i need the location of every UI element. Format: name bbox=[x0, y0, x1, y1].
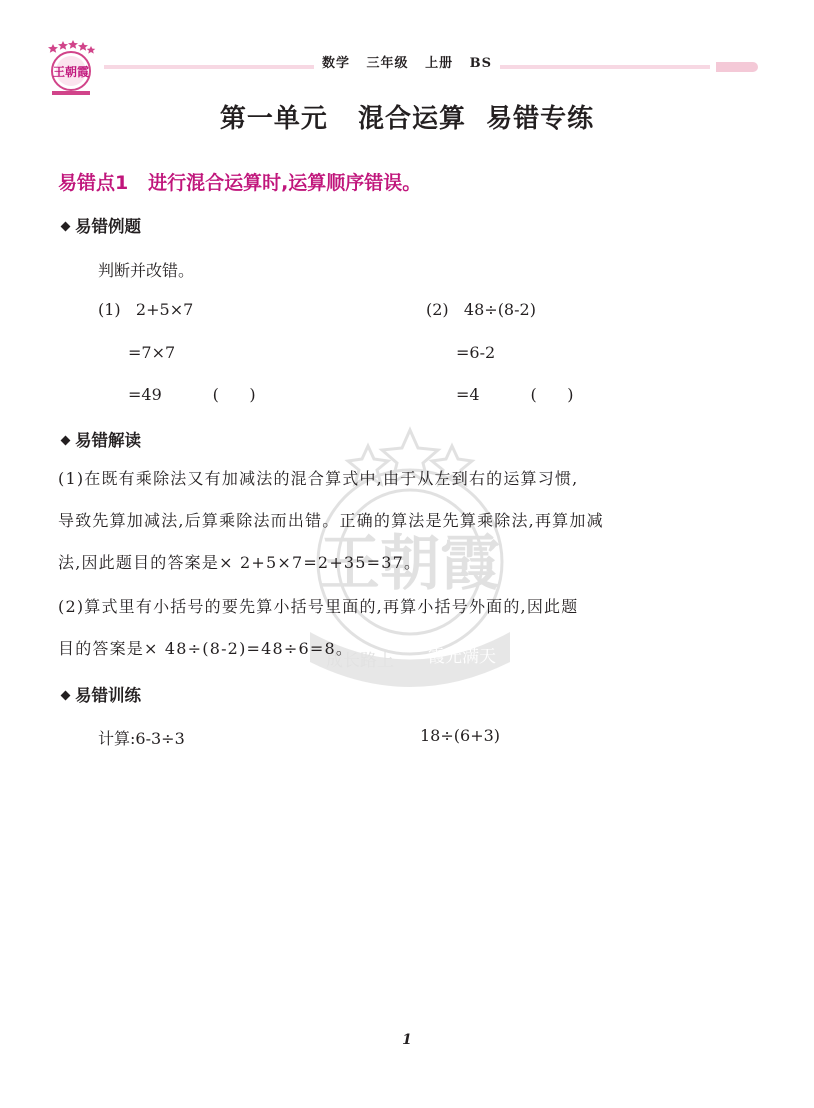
example-instruction: 判断并改错。 bbox=[98, 261, 195, 280]
explanation-heading: 易错解读 bbox=[75, 431, 141, 450]
problem1-line1: (1) 2+5×7 bbox=[98, 300, 194, 319]
problem1-line2: =7×7 bbox=[128, 343, 176, 362]
training-item-2: 18÷(6+3) bbox=[420, 726, 501, 745]
problem2-line3: =4 ( ) bbox=[456, 385, 574, 404]
training-item-1: 计算:6-3÷3 bbox=[98, 729, 185, 748]
training-heading-row bbox=[60, 682, 141, 706]
explanation-p2-line2: 目的答案是× 48÷(8-2)=48÷6=8。 bbox=[58, 639, 354, 658]
page-title: 第一单元 混合运算 易错专练 bbox=[219, 104, 595, 134]
explanation-paragraph-2 bbox=[58, 586, 758, 670]
explanation-p1-line2: 导致先算加减法,后算乘除法而出错。正确的算法是先算乘除法,再算加减 bbox=[58, 511, 604, 530]
logo-text: 王朝霞 bbox=[52, 65, 90, 79]
diamond-bullet-icon bbox=[61, 222, 71, 232]
example-heading-row bbox=[60, 213, 141, 237]
diamond-bullet-icon bbox=[61, 691, 71, 701]
watermark-slogan-right: 霞光满天 bbox=[428, 647, 496, 667]
training-heading: 易错训练 bbox=[75, 686, 141, 705]
problem2-line1: (2) 48÷(8-2) bbox=[426, 300, 536, 319]
problem1-line3: =49 ( ) bbox=[128, 385, 256, 404]
example-heading: 易错例题 bbox=[75, 217, 141, 236]
header-subject-grade: 数学 三年级 上册 BS bbox=[321, 56, 493, 71]
explanation-heading-row bbox=[60, 427, 141, 451]
explanation-p1-line3: 法,因此题目的答案是× 2+5×7=2+35=37。 bbox=[58, 553, 422, 572]
page-number: 1 bbox=[402, 1032, 412, 1048]
explanation-p2-line1: (2)算式里有小括号的要先算小括号里面的,再算小括号外面的,因此题 bbox=[58, 597, 579, 616]
problem2-line2: =6-2 bbox=[456, 343, 496, 362]
watermark-name: 王朝霞 bbox=[320, 529, 500, 599]
explanation-paragraph-1 bbox=[58, 458, 758, 584]
error-point-heading: 易错点1 进行混合运算时,运算顺序错误。 bbox=[58, 172, 422, 194]
diamond-bullet-icon bbox=[61, 436, 71, 446]
explanation-p1-line1: (1)在既有乘除法又有加减法的混合算式中,由于从左到右的运算习惯, bbox=[58, 469, 579, 488]
watermark-slogan-left: 成长路上 bbox=[326, 651, 394, 671]
